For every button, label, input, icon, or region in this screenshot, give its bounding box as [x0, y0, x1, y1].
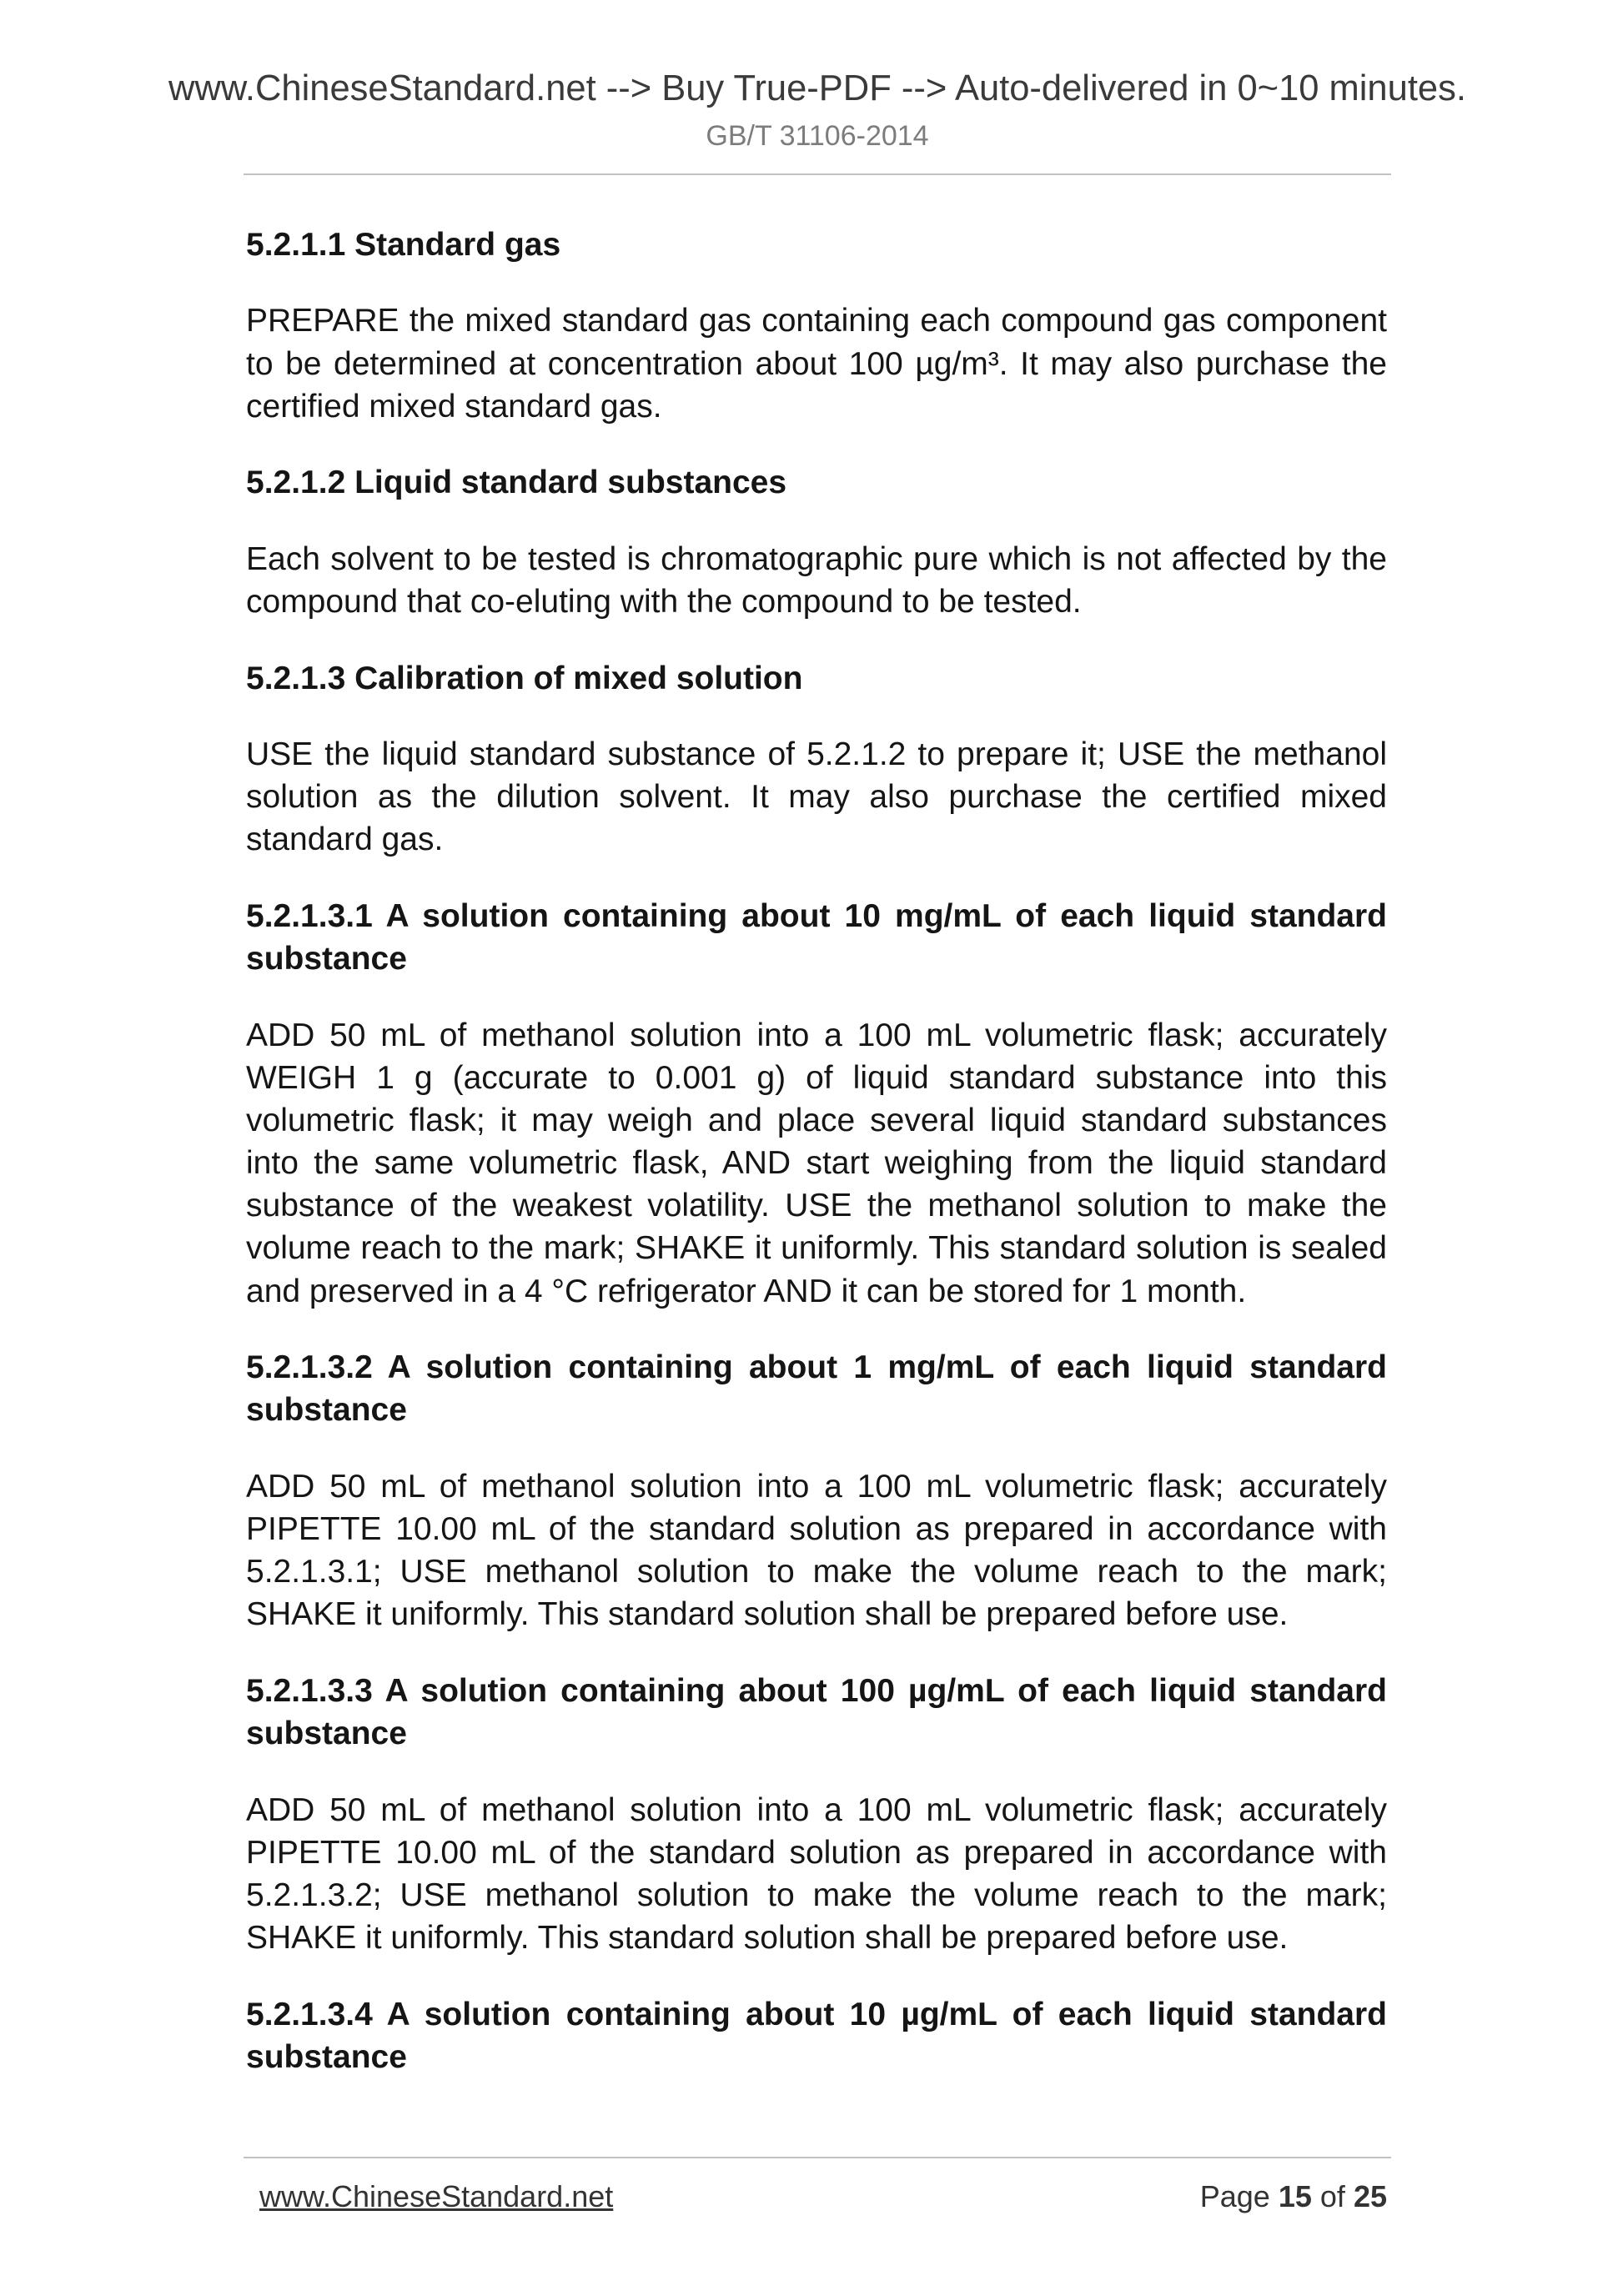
footer-site-link[interactable]: www.ChineseStandard.net — [259, 2179, 614, 2213]
heading-5-2-1-3-4 — [246, 1993, 1387, 2078]
paragraph-line: PIPETTE 10.00 mL of the standard solution as prepared in accordance with — [246, 1834, 1387, 1871]
paragraph-line: into the same volumetric flask, AND start weighing from the liquid standard — [246, 1145, 1387, 1182]
promo-banner: www.ChineseStandard.net --> Buy True-PDF --> Auto-delivered in 0~10 minutes. — [168, 68, 1466, 108]
paragraph-line: PREPARE the mixed standard gas containing each compound gas component — [246, 303, 1387, 339]
heading-line: 5.2.1.3.4 A solution containing about 10 µg/mL of each liquid standard — [246, 1996, 1387, 2032]
heading-line: 5.2.1.3 Calibration of mixed solution — [246, 660, 803, 696]
heading-line: 5.2.1.2 Liquid standard substances — [246, 465, 787, 501]
page-label: Page — [1199, 2179, 1270, 2213]
heading-line: substance — [246, 941, 407, 977]
paragraph-5-2-1-2 — [246, 538, 1387, 623]
document-code: GB/T 31106-2014 — [706, 120, 929, 152]
paragraph-line: and preserved in a 4 °C refrigerator AND it can be stored for 1 month. — [246, 1273, 1247, 1309]
paragraph-line: standard gas. — [246, 821, 444, 858]
heading-5-2-1-3-3 — [246, 1670, 1387, 1755]
paragraph-line: PIPETTE 10.00 mL of the standard solution as prepared in accordance with — [246, 1510, 1387, 1547]
paragraph-line: substance of the weakest volatility. USE the methanol solution to make the — [246, 1188, 1387, 1224]
paragraph-line: volumetric flask; it may weigh and place several liquid standard substances — [246, 1102, 1387, 1138]
page-total: 25 — [1353, 2179, 1387, 2213]
paragraph-5-2-1-3-3 — [246, 1789, 1387, 1960]
paragraph-line: SHAKE it uniformly. This standard solution shall be prepared before use. — [246, 1920, 1289, 1957]
paragraph-line: to be determined at concentration about 100 µg/m³. It may also purchase the — [246, 345, 1387, 382]
heading-5-2-1-2 — [246, 461, 1387, 504]
heading-line: 5.2.1.3.2 A solution containing about 1 mg/mL of each liquid standard — [246, 1349, 1387, 1386]
paragraph-line: volume reach to the mark; SHAKE it uniformly. This standard solution is sealed — [246, 1230, 1387, 1267]
heading-line: 5.2.1.1 Standard gas — [246, 227, 561, 263]
paragraph-line: certified mixed standard gas. — [246, 388, 662, 425]
paragraph-5-2-1-3 — [246, 733, 1387, 862]
paragraph-line: 5.2.1.3.1; USE methanol solution to make the volume reach to the mark; — [246, 1554, 1387, 1590]
paragraph-line: ADD 50 mL of methanol solution into a 100 mL volumetric flask; accurately — [246, 1017, 1387, 1053]
heading-5-2-1-3-2 — [246, 1346, 1387, 1431]
paragraph-line: USE the liquid standard substance of 5.2.1.2 to prepare it; USE the methanol — [246, 736, 1387, 772]
heading-line: substance — [246, 1716, 407, 1752]
paragraph-line: SHAKE it uniformly. This standard solution shall be prepared before use. — [246, 1596, 1289, 1633]
paragraph-line: WEIGH 1 g (accurate to 0.001 g) of liquid standard substance into this — [246, 1059, 1387, 1096]
paragraph-line: compound that co-eluting with the compound to be tested. — [246, 584, 1082, 620]
paragraph-line: ADD 50 mL of methanol solution into a 100 mL volumetric flask; accurately — [246, 1468, 1387, 1505]
heading-line: substance — [246, 2038, 407, 2075]
heading-line: 5.2.1.3.3 A solution containing about 100 µg/mL of each liquid standard — [246, 1672, 1387, 1709]
header-divider — [244, 173, 1391, 175]
paragraph-line: Each solvent to be tested is chromatographic pure which is not affected by the — [246, 540, 1387, 577]
paragraph-5-2-1-3-1 — [246, 1014, 1387, 1313]
heading-5-2-1-3-1 — [246, 895, 1387, 980]
page-of-label: of — [1319, 2179, 1345, 2213]
page-number — [1200, 2177, 1387, 2217]
footer-divider — [244, 2157, 1391, 2158]
heading-line: substance — [246, 1392, 407, 1429]
heading-5-2-1-1 — [246, 224, 1387, 266]
page-current: 15 — [1278, 2179, 1312, 2213]
paragraph-line: 5.2.1.3.2; USE methanol solution to make the volume reach to the mark; — [246, 1876, 1387, 1913]
page-content — [246, 224, 1387, 2112]
paragraph-line: solution as the dilution solvent. It may also purchase the certified mixed — [246, 779, 1387, 816]
heading-5-2-1-3 — [246, 657, 1387, 700]
paragraph-line: ADD 50 mL of methanol solution into a 100 mL volumetric flask; accurately — [246, 1791, 1387, 1828]
paragraph-5-2-1-1 — [246, 299, 1387, 428]
paragraph-5-2-1-3-2 — [246, 1465, 1387, 1636]
heading-line: 5.2.1.3.1 A solution containing about 10 mg/mL of each liquid standard — [246, 897, 1387, 934]
